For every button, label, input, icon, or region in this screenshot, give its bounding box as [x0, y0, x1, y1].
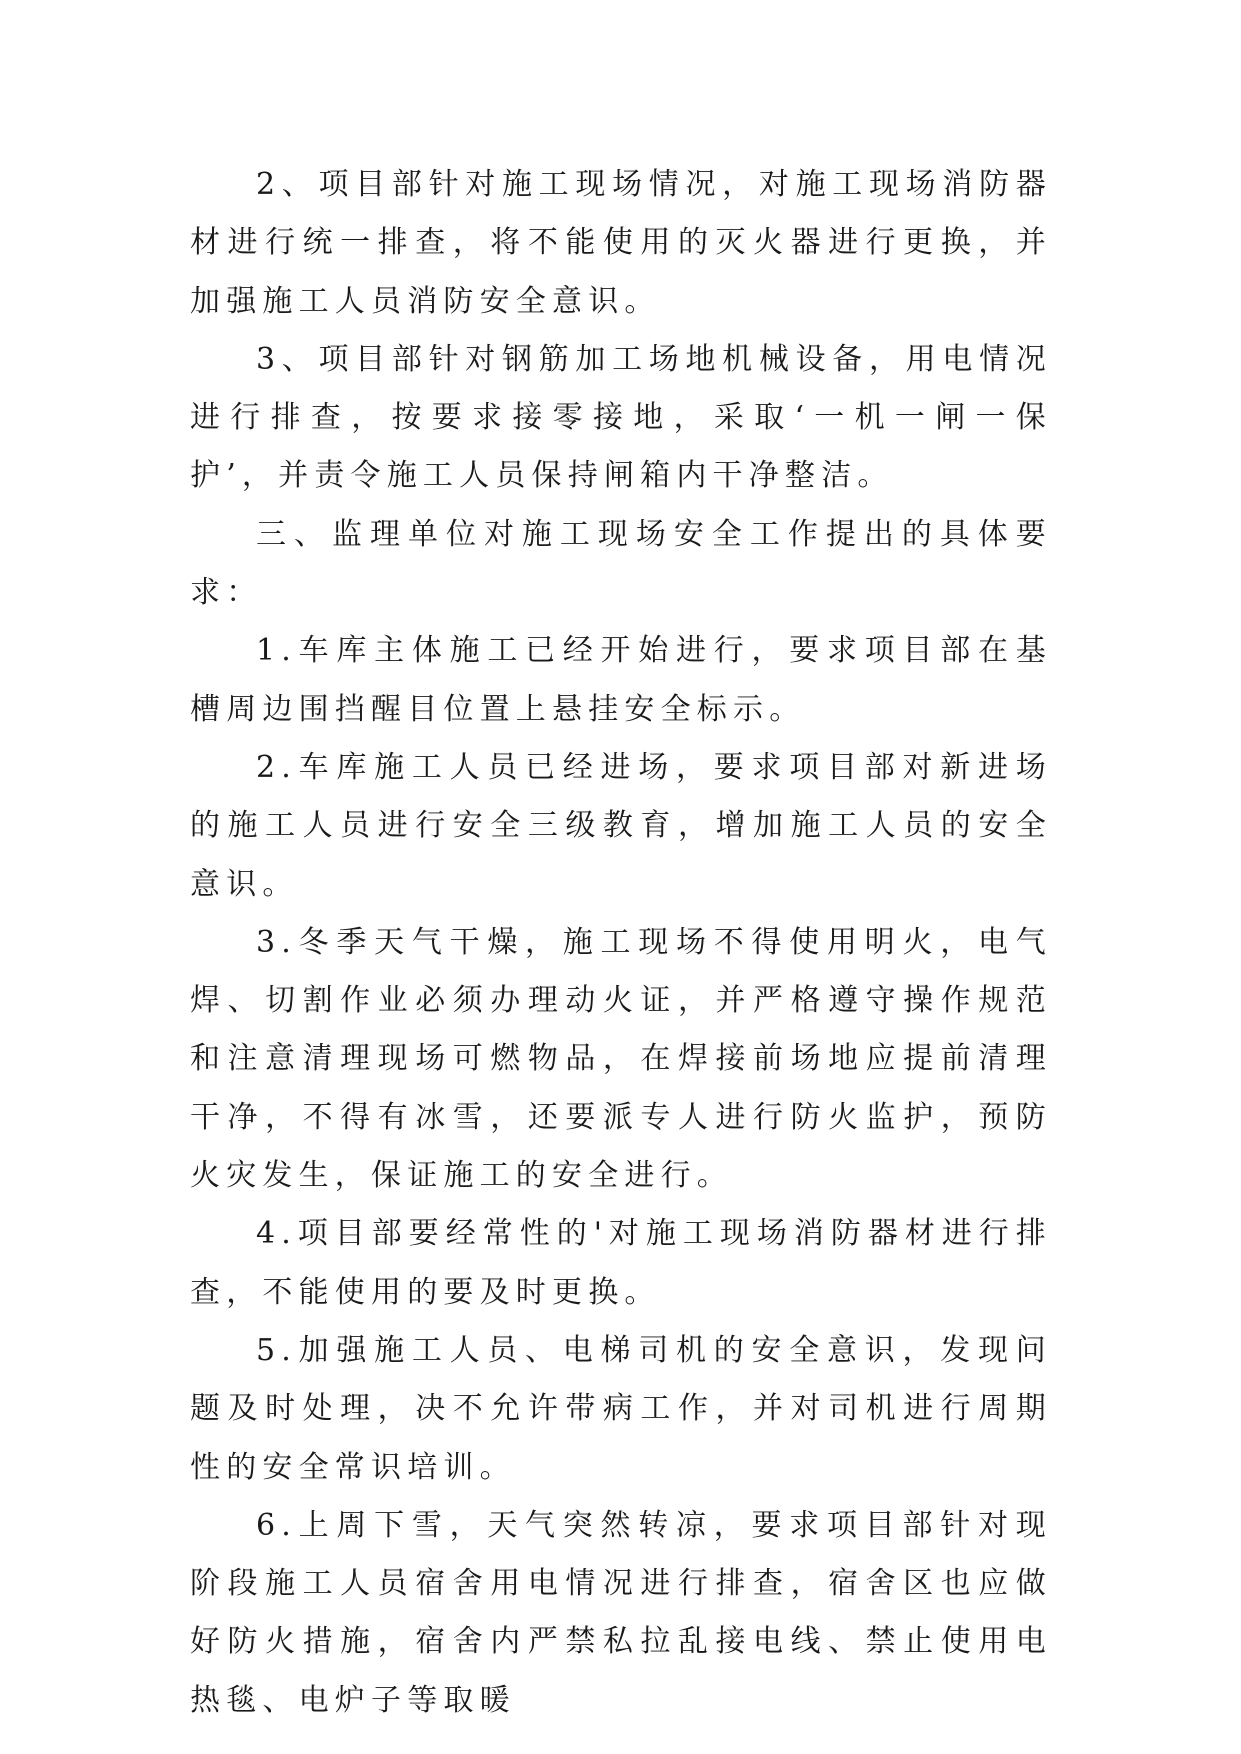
document-page	[190, 156, 1052, 1730]
paragraph-requirement-5: 5.加强施工人员、电梯司机的安全意识，发现问题及时处理，决不允许带病工作，并对司机进行周期性的安全常识培训。	[190, 1332, 1052, 1485]
paragraph-rebar-site-power-check: 3、项目部针对钢筋加工场地机械设备，用电情况进行排查，按要求接零接地，采取‘一机一闸一保护’，并责令施工人员保持闸箱内干净整洁。	[190, 341, 1052, 494]
paragraph-requirement-4: 4.项目部要经常性的'对施工现场消防器材进行排查，不能使用的要及时更换。	[190, 1216, 1052, 1310]
section-heading-supervision-requirements: 三、监理单位对施工现场安全工作提出的具体要求：	[190, 516, 1052, 611]
paragraph-requirement-3: 3.冬季天气干燥，施工现场不得使用明火，电气焊、切割作业必须办理动火证，并严格遵守操作规范和注意清理现场可燃物品，在焊接前场地应提前清理干净，不得有冰雪，还要派专人进行防火监护，预防火灾发生，保证施工的安全进行。	[190, 924, 1052, 1194]
paragraph-fire-equipment-check: 2、项目部针对施工现场情况，对施工现场消防器材进行统一排查，将不能使用的灭火器进行更换，并加强施工人员消防安全意识。	[190, 167, 1052, 319]
paragraph-requirement-2: 2.车库施工人员已经进场，要求项目部对新进场的施工人员进行安全三级教育，增加施工人员的安全意识。	[190, 749, 1052, 902]
paragraph-requirement-1: 1.车库主体施工已经开始进行，要求项目部在基槽周边围挡醒目位置上悬挂安全标示。	[190, 633, 1052, 727]
paragraph-requirement-6: 6.上周下雪，天气突然转凉，要求项目部针对现阶段施工人员宿舍用电情况进行排查，宿舍区也应做好防火措施，宿舍内严禁私拉乱接电线、禁止使用电热毯、电炉子等取暖	[190, 1507, 1052, 1718]
